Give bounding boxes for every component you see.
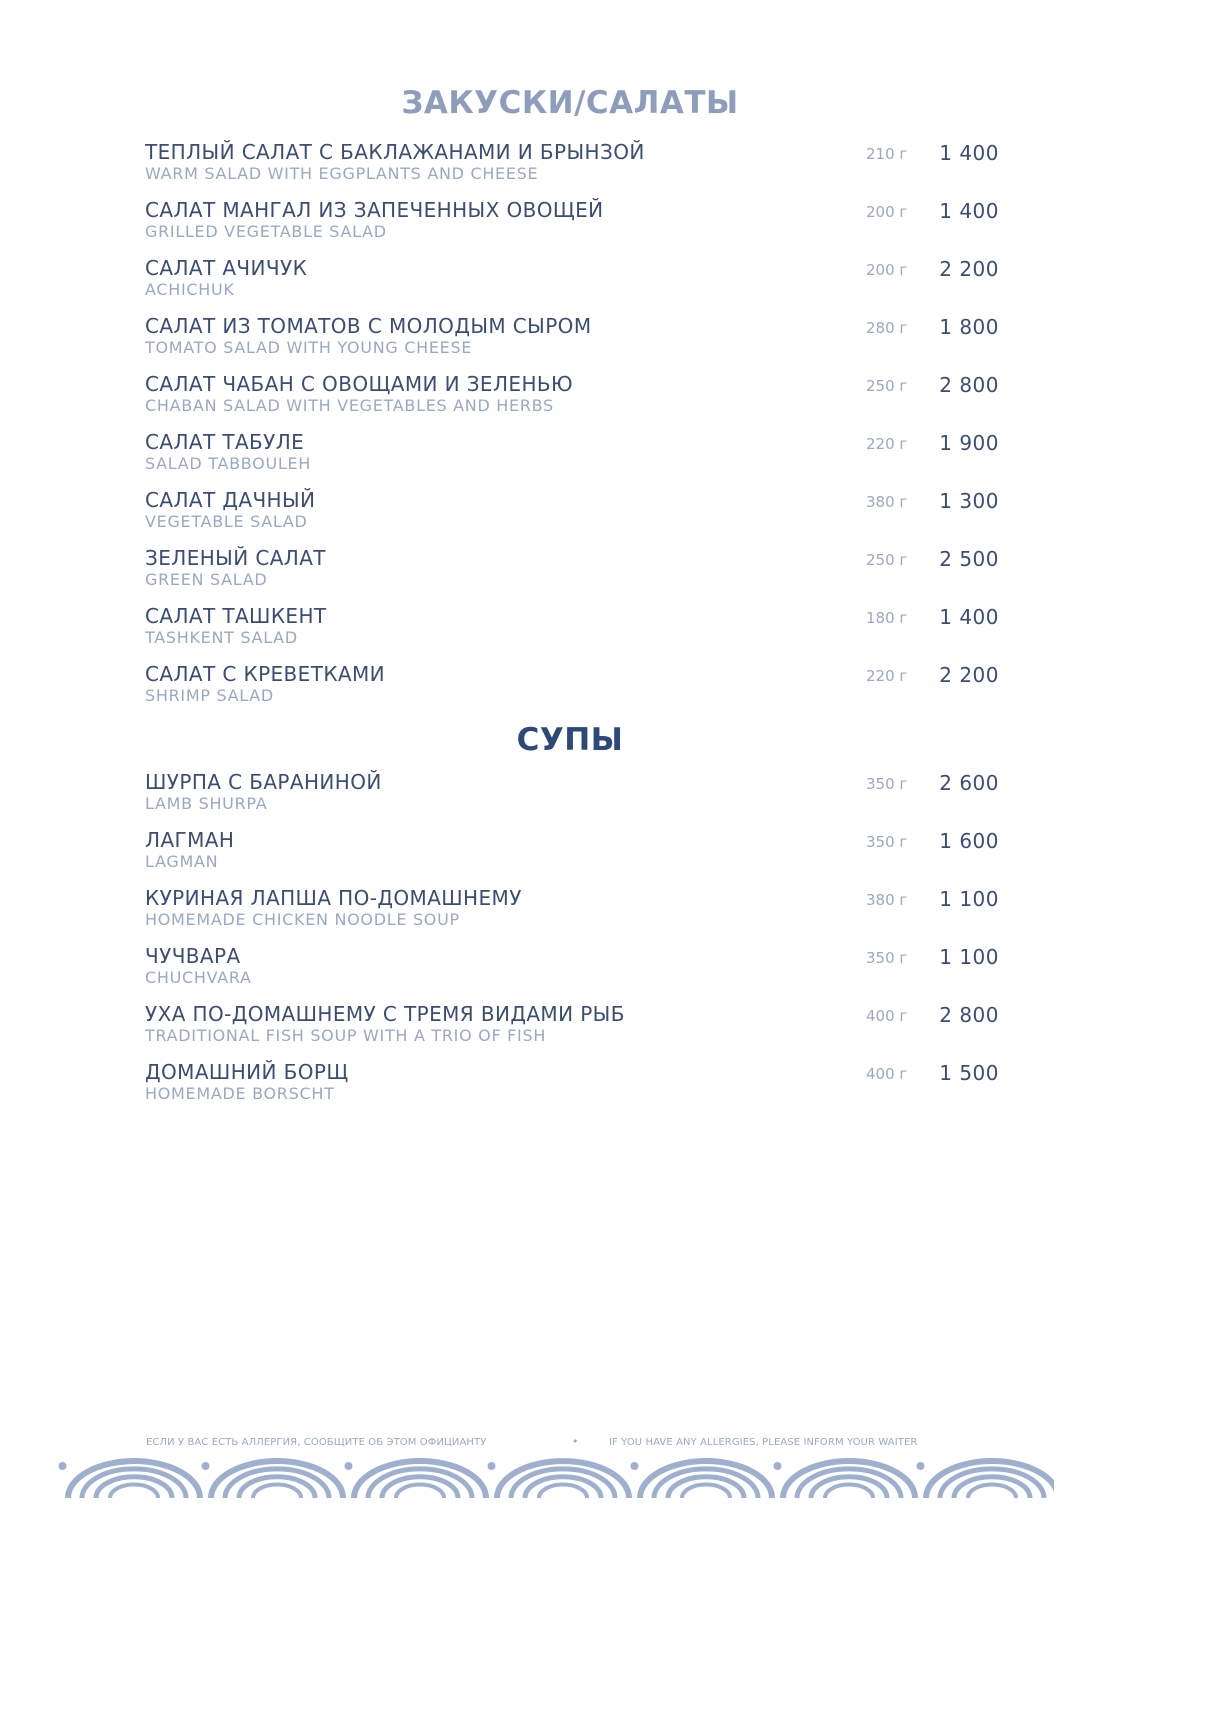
item-name-en: CHABAN SALAD WITH VEGETABLES AND HERBS [145, 396, 554, 415]
ornament-dot [917, 1462, 925, 1470]
item-name-ru: САЛАТ ТАШКЕНТ [145, 604, 327, 628]
item-weight: 350 г [866, 775, 908, 793]
allergy-notice-en: IF YOU HAVE ANY ALLERGIES, PLEASE INFORM YOUR WAITER [609, 1437, 918, 1448]
item-name-en: GRILLED VEGETABLE SALAD [145, 222, 387, 241]
menu-item [0, 428, 1100, 486]
item-price: 2 200 [939, 663, 999, 687]
item-name-en: HOMEMADE CHICKEN NOODLE SOUP [145, 910, 460, 929]
item-name-en: VEGETABLE SALAD [145, 512, 308, 531]
allergy-notice [0, 1437, 1100, 1451]
item-name-ru: УХА ПО-ДОМАШНЕМУ С ТРЕМЯ ВИДАМИ РЫБ [145, 1002, 625, 1026]
item-name-en: WARM SALAD WITH EGGPLANTS AND CHEESE [145, 164, 539, 183]
item-name-en: ACHICHUK [145, 280, 235, 299]
item-name-en: HOMEMADE BORSCHT [145, 1084, 335, 1103]
item-weight: 280 г [866, 319, 908, 337]
item-name-ru: ШУРПА С БАРАНИНОЙ [145, 770, 382, 794]
ornament-border [54, 1458, 1054, 1502]
menu-item [0, 312, 1100, 370]
menu-item [0, 254, 1100, 312]
item-name-ru: САЛАТ МАНГАЛ ИЗ ЗАПЕЧЕННЫХ ОВОЩЕЙ [145, 198, 604, 222]
ornament-dot [488, 1462, 496, 1470]
menu-item [0, 370, 1100, 428]
item-name-ru: САЛАТ ДАЧНЫЙ [145, 488, 316, 512]
ornament-arch [68, 1461, 200, 1498]
item-price: 1 400 [939, 199, 999, 223]
item-price: 1 600 [939, 829, 999, 853]
item-weight: 400 г [866, 1065, 908, 1083]
item-name-ru: САЛАТ ИЗ ТОМАТОВ С МОЛОДЫМ СЫРОМ [145, 314, 592, 338]
ornament-dot [631, 1462, 639, 1470]
item-weight: 400 г [866, 1007, 908, 1025]
menu-item [0, 942, 1100, 1000]
item-price: 1 400 [939, 141, 999, 165]
ornament-dot [59, 1462, 67, 1470]
item-price: 2 200 [939, 257, 999, 281]
ornament-arch [497, 1461, 629, 1498]
item-price: 1 400 [939, 605, 999, 629]
menu-item [0, 196, 1100, 254]
ornament-arch [354, 1461, 486, 1498]
menu-section-salads [0, 138, 1100, 718]
item-name-ru: ЗЕЛЕНЫЙ САЛАТ [145, 546, 326, 570]
item-name-ru: САЛАТ ТАБУЛЕ [145, 430, 305, 454]
item-name-en: SHRIMP SALAD [145, 686, 274, 705]
menu-item [0, 544, 1100, 602]
item-weight: 200 г [866, 261, 908, 279]
menu-item [0, 884, 1100, 942]
item-price: 2 800 [939, 373, 999, 397]
item-weight: 250 г [866, 551, 908, 569]
ornament-arch [640, 1461, 772, 1498]
item-name-ru: ДОМАШНИЙ БОРЩ [145, 1060, 349, 1084]
menu-item [0, 768, 1100, 826]
section-title-salads: ЗАКУСКИ/САЛАТЫ [401, 85, 739, 121]
separator-dot: • [572, 1435, 579, 1448]
menu-item [0, 1000, 1100, 1058]
item-weight: 350 г [866, 949, 908, 967]
ornament-dot [774, 1462, 782, 1470]
item-price: 1 800 [939, 315, 999, 339]
section-title-soups: СУПЫ [516, 722, 624, 758]
item-name-en: TRADITIONAL FISH SOUP WITH A TRIO OF FISH [145, 1026, 547, 1045]
item-name-ru: ЛАГМАН [145, 828, 235, 852]
item-name-en: TOMATO SALAD WITH YOUNG CHEESE [145, 338, 473, 357]
item-price: 2 800 [939, 1003, 999, 1027]
item-name-en: LAMB SHURPA [145, 794, 268, 813]
item-price: 1 900 [939, 431, 999, 455]
item-price: 1 300 [939, 489, 999, 513]
ornament-dot [202, 1462, 210, 1470]
item-name-ru: САЛАТ АЧИЧУК [145, 256, 308, 280]
ornament-arch [926, 1461, 1054, 1498]
item-weight: 350 г [866, 833, 908, 851]
item-name-en: GREEN SALAD [145, 570, 268, 589]
item-weight: 220 г [866, 667, 908, 685]
menu-item [0, 486, 1100, 544]
item-name-en: SALAD TABBOULEH [145, 454, 312, 473]
ornament-arch [783, 1461, 915, 1498]
item-weight: 380 г [866, 891, 908, 909]
item-weight: 220 г [866, 435, 908, 453]
item-price: 1 500 [939, 1061, 999, 1085]
item-weight: 180 г [866, 609, 908, 627]
item-name-en: CHUCHVARA [145, 968, 252, 987]
menu-item [0, 1058, 1100, 1116]
item-name-ru: САЛАТ С КРЕВЕТКАМИ [145, 662, 386, 686]
item-name-en: LAGMAN [145, 852, 219, 871]
item-weight: 210 г [866, 145, 908, 163]
item-name-ru: ЧУЧВАРА [145, 944, 241, 968]
item-price: 1 100 [939, 945, 999, 969]
ornament-arch [211, 1461, 343, 1498]
menu-item [0, 660, 1100, 718]
item-price: 2 500 [939, 547, 999, 571]
menu-item [0, 826, 1100, 884]
item-price: 1 100 [939, 887, 999, 911]
item-weight: 200 г [866, 203, 908, 221]
menu-item [0, 602, 1100, 660]
item-name-ru: САЛАТ ЧАБАН С ОВОЩАМИ И ЗЕЛЕНЬЮ [145, 372, 573, 396]
item-name-ru: КУРИНАЯ ЛАПША ПО-ДОМАШНЕМУ [145, 886, 522, 910]
item-price: 2 600 [939, 771, 999, 795]
menu-item [0, 138, 1100, 196]
item-weight: 250 г [866, 377, 908, 395]
ornament-dot [345, 1462, 353, 1470]
allergy-notice-ru: ЕСЛИ У ВАС ЕСТЬ АЛЛЕРГИЯ, СООБЩИТЕ ОБ ЭТОМ ОФИЦИАНТУ [146, 1437, 487, 1448]
item-name-ru: ТЕПЛЫЙ САЛАТ С БАКЛАЖАНАМИ И БРЫНЗОЙ [145, 140, 645, 164]
menu-section-soups [0, 768, 1100, 1116]
item-name-en: TASHKENT SALAD [145, 628, 298, 647]
item-weight: 380 г [866, 493, 908, 511]
